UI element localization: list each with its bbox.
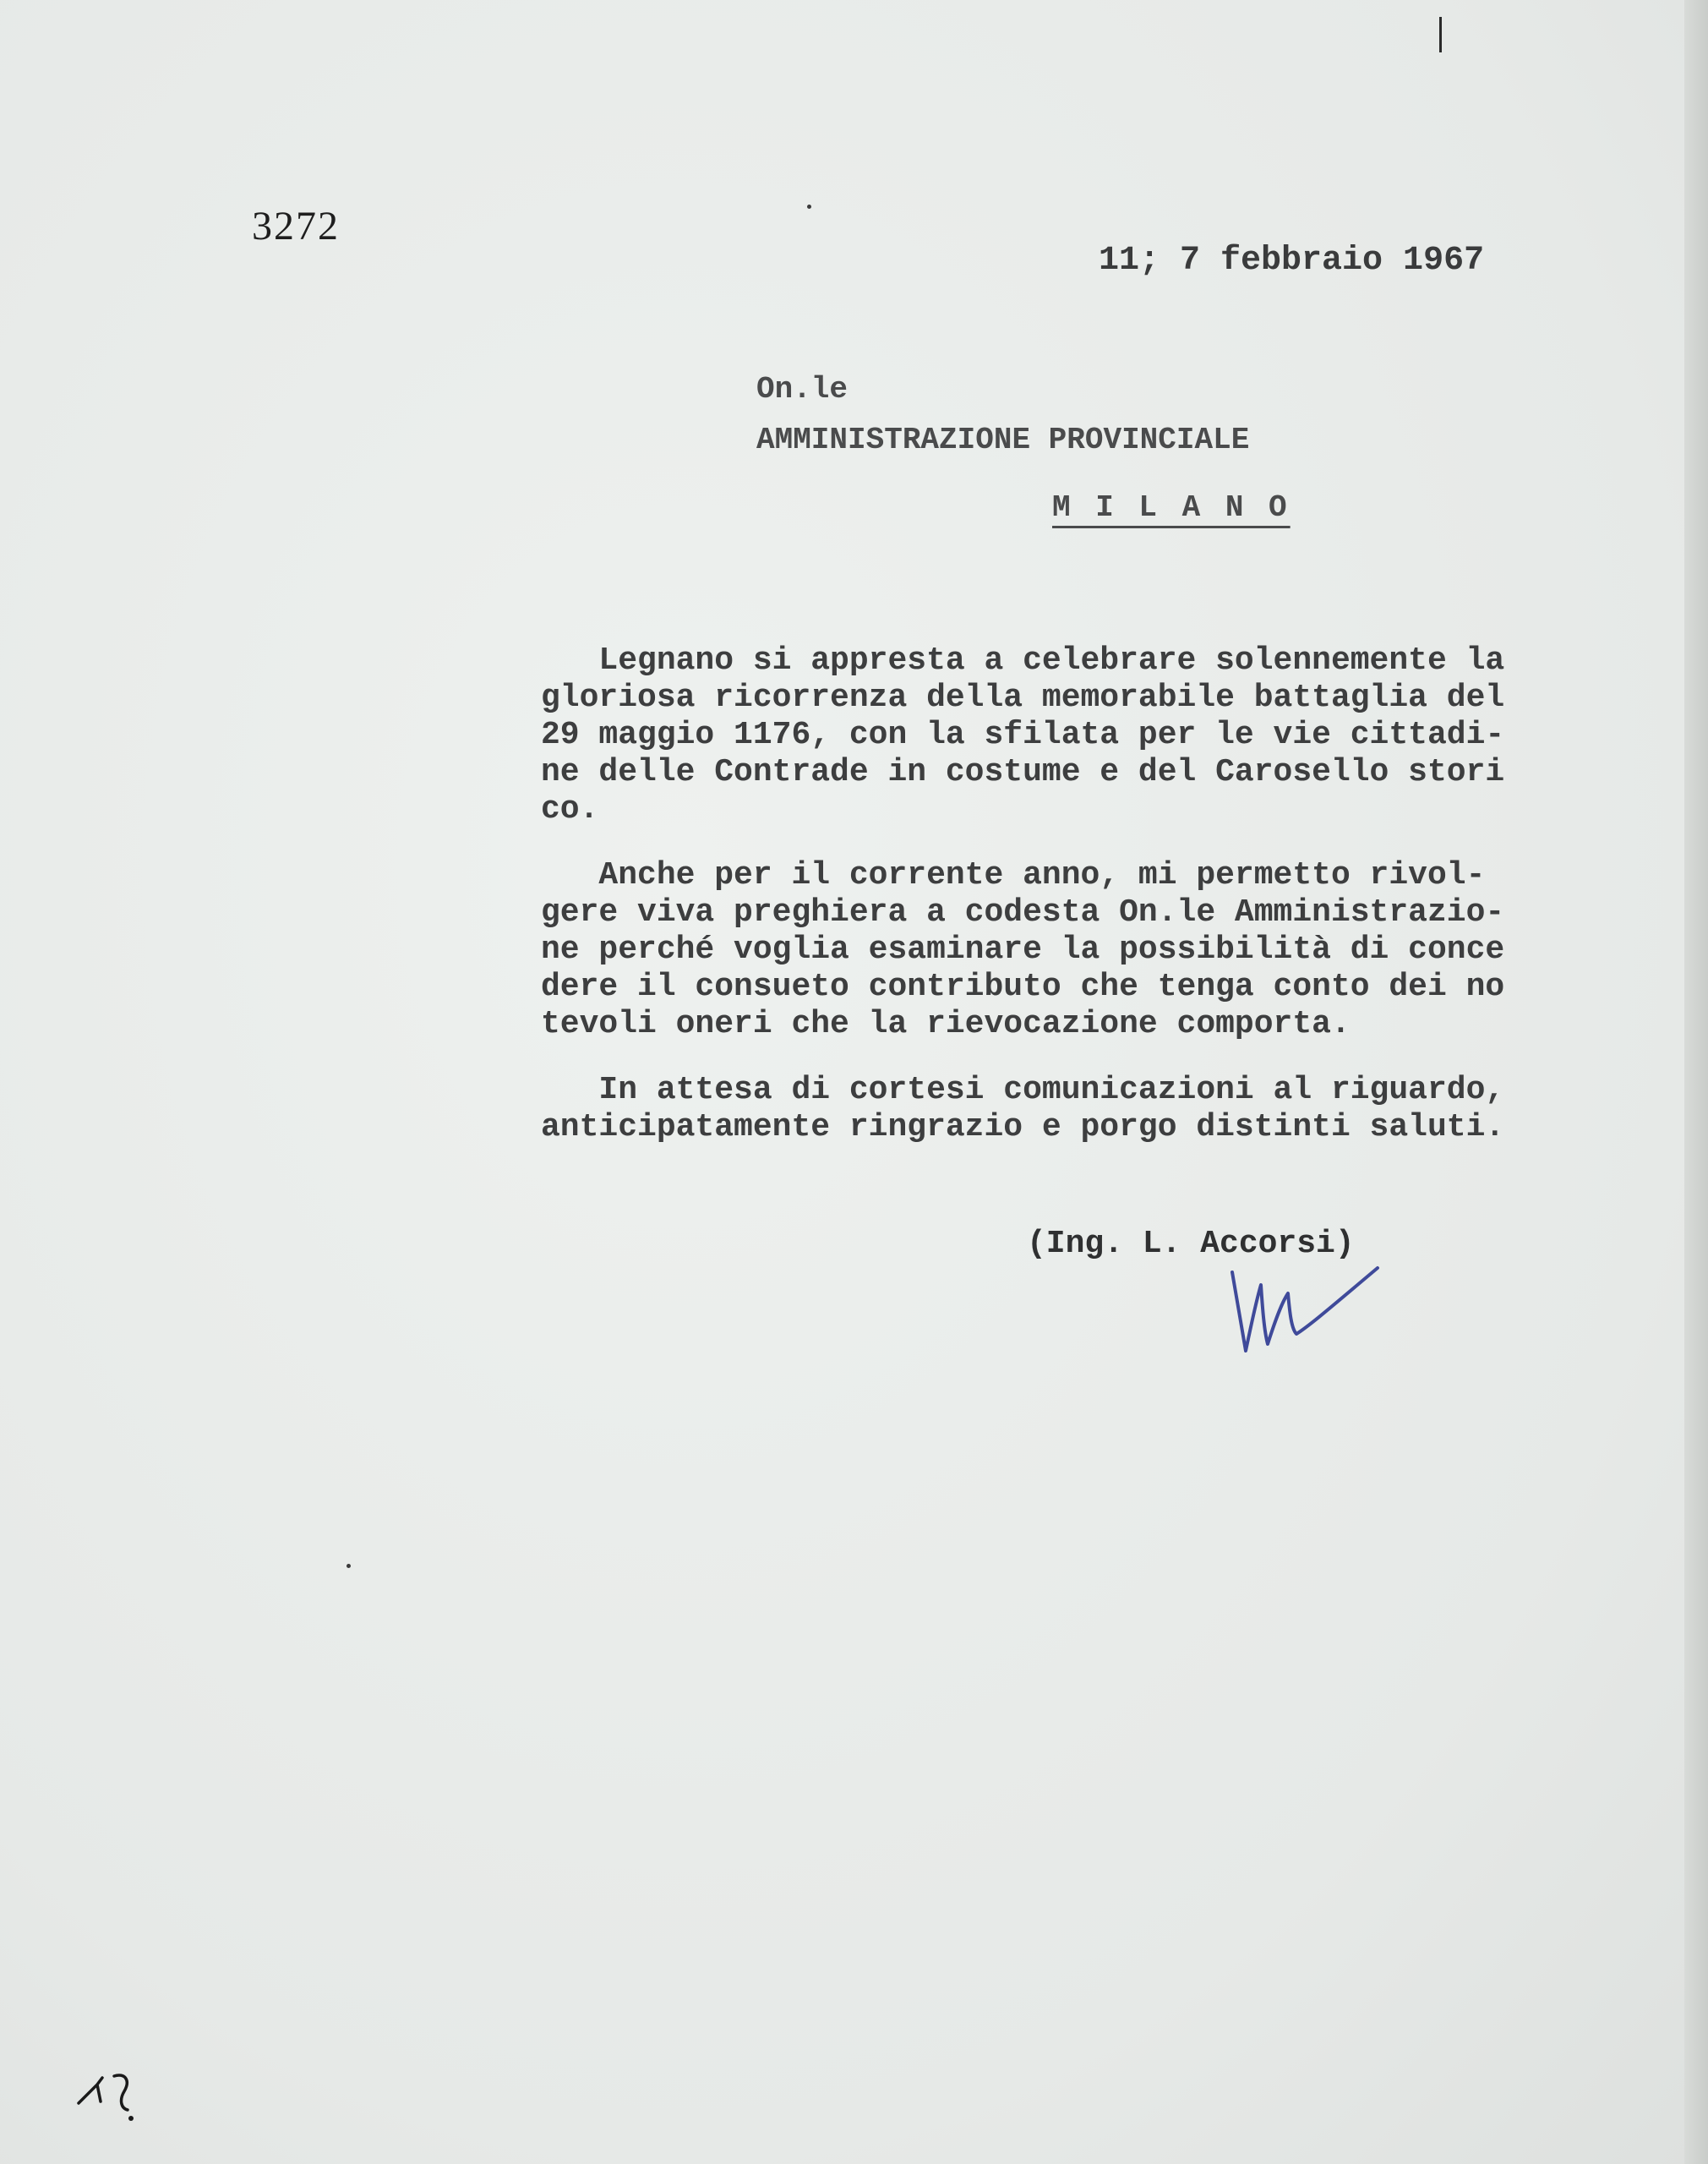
letter-date: 11; 7 febbraio 1967 [1099, 242, 1485, 280]
handwritten-signature [1225, 1251, 1394, 1361]
recipient-organization: AMMINISTRAZIONE PROVINCIALE [756, 423, 1250, 457]
letter-body [541, 642, 1563, 1175]
recipient-address [756, 372, 1291, 525]
page-edge-shadow [1684, 0, 1708, 2164]
signatory-name: (Ing. L. Accorsi) [1027, 1226, 1355, 1262]
recipient-salutation: On.le [756, 372, 849, 407]
paper-speck [347, 1564, 351, 1568]
pen-mark-top [1439, 17, 1442, 52]
paragraph-3: In attesa di cortesi comunicazioni al riguardo, anticipatamente ringrazio e porgo distinti saluti. [541, 1072, 1505, 1145]
paper-speck [807, 205, 811, 209]
paragraph-2: Anche per il corrente anno, mi permetto rivol- gere viva preghiera a codesta On.le Amministrazio- ne perché voglia esaminare la possibilità di conce dere il consueto contributo che tenga conto dei no tevoli oneri che la rievocazione comporta. [541, 857, 1505, 1042]
document-number: 3272 [252, 204, 340, 249]
paragraph-1: Legnano si appresta a celebrare solennemente la gloriosa ricorrenza della memorabile battaglia del 29 maggio 1176, con la sfilata per le vie cittadi- ne delle Contrade in costume e del Carosello stori co. [541, 642, 1505, 828]
recipient-city: M I L A N O [1052, 490, 1291, 525]
handwritten-corner-note [72, 2061, 165, 2128]
